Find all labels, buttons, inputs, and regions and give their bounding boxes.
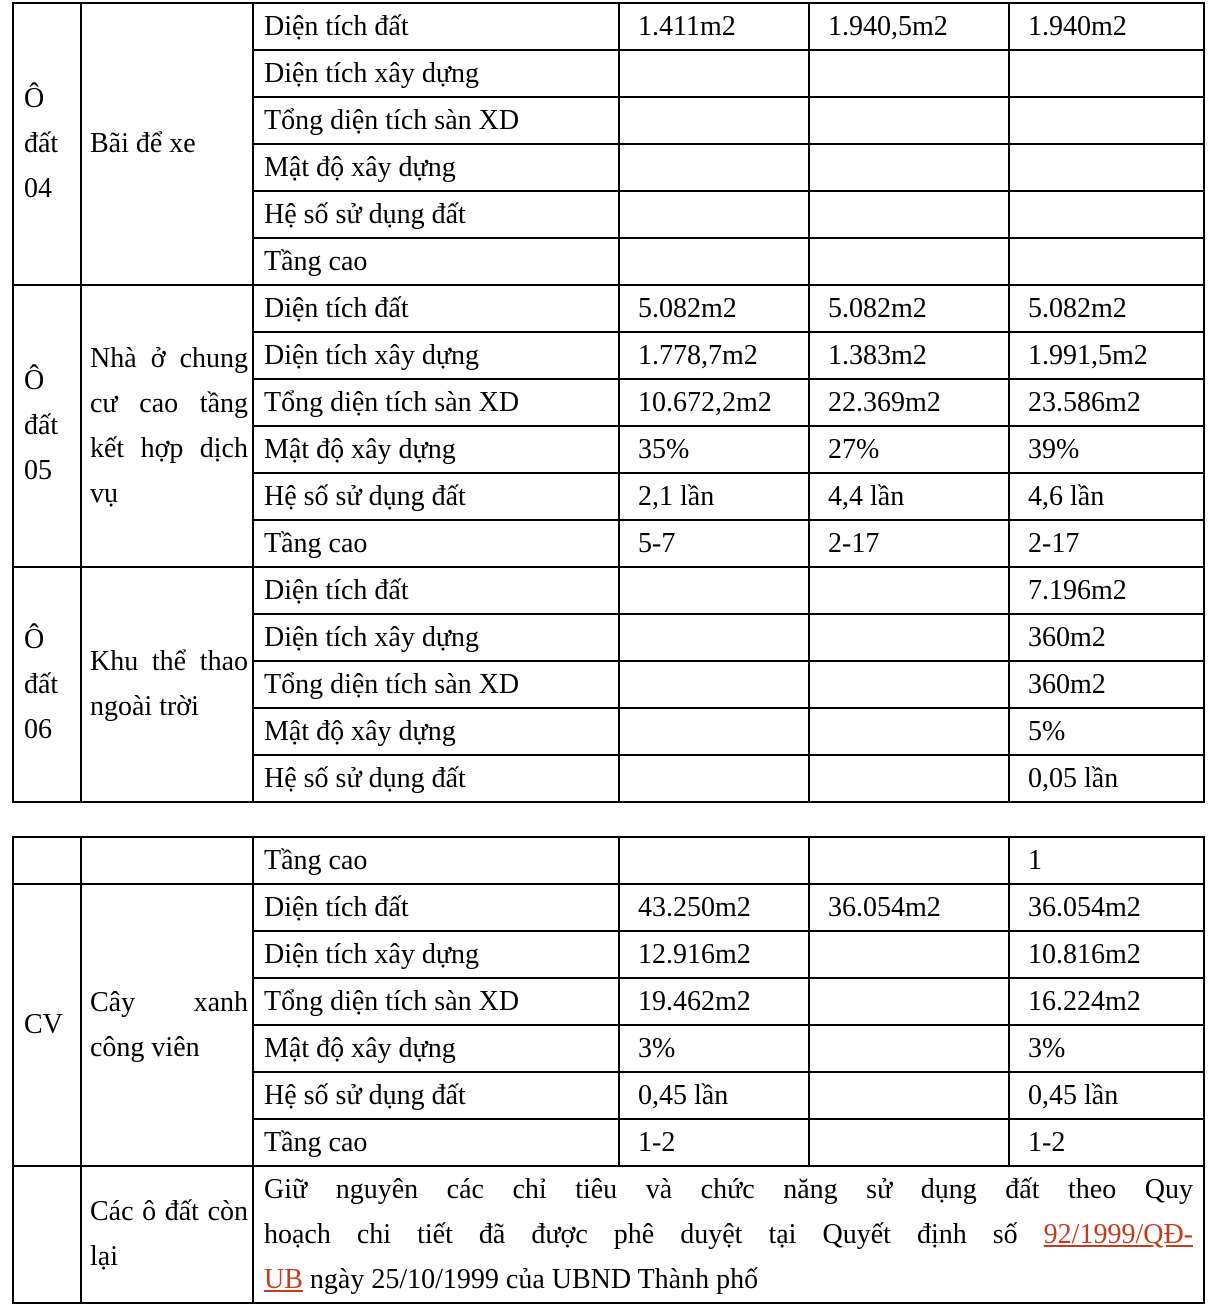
value-cell xyxy=(809,567,1009,614)
plot-code-cell: Ô đất 05 xyxy=(13,285,81,567)
value-cell: 12.916m2 xyxy=(619,931,809,978)
decision-link[interactable]: UB xyxy=(264,1264,303,1295)
value-cell: 23.586m2 xyxy=(1009,379,1204,426)
value-cell: 1.411m2 xyxy=(619,3,809,50)
note-text: ngày 25/10/1999 của UBND Thành phố xyxy=(302,1264,759,1295)
note-text: hoạch chi tiết đã được phê duyệt tại Quyết định số xyxy=(264,1219,1044,1250)
value-cell xyxy=(809,1119,1009,1166)
criterion-cell: Diện tích xây dựng xyxy=(253,332,619,379)
value-cell: 2-17 xyxy=(809,520,1009,567)
value-cell xyxy=(619,238,809,285)
value-cell: 1-2 xyxy=(619,1119,809,1166)
criterion-cell: Mật độ xây dựng xyxy=(253,708,619,755)
value-cell: 2-17 xyxy=(1009,520,1204,567)
value-cell: 1 xyxy=(1009,837,1204,884)
criterion-cell: Hệ số sử dụng đất xyxy=(253,191,619,238)
value-cell: 360m2 xyxy=(1009,661,1204,708)
plot-code-cell: Ô đất 04 xyxy=(13,3,81,285)
criterion-cell: Mật độ xây dựng xyxy=(253,1025,619,1072)
value-cell xyxy=(809,238,1009,285)
value-cell: 1.383m2 xyxy=(809,332,1009,379)
value-cell xyxy=(809,97,1009,144)
value-cell xyxy=(809,144,1009,191)
value-cell: 5.082m2 xyxy=(1009,285,1204,332)
value-cell xyxy=(809,1072,1009,1119)
value-cell xyxy=(809,661,1009,708)
value-cell xyxy=(809,755,1009,802)
value-cell: 4,4 lần xyxy=(809,473,1009,520)
value-cell: 5.082m2 xyxy=(809,285,1009,332)
value-cell: 360m2 xyxy=(1009,614,1204,661)
value-cell xyxy=(809,1025,1009,1072)
value-cell xyxy=(809,837,1009,884)
value-cell: 3% xyxy=(619,1025,809,1072)
value-cell: 22.369m2 xyxy=(809,379,1009,426)
value-cell: 7.196m2 xyxy=(1009,567,1204,614)
value-cell xyxy=(1009,97,1204,144)
planning-table-upper xyxy=(12,2,1205,803)
plot-function-cell: Bãi để xe xyxy=(81,3,253,285)
table-row xyxy=(13,884,1204,931)
value-cell: 5.082m2 xyxy=(619,285,809,332)
value-cell xyxy=(809,191,1009,238)
value-cell xyxy=(1009,50,1204,97)
decision-link[interactable]: 92/1999/QĐ- xyxy=(1043,1219,1193,1250)
value-cell: 10.672,2m2 xyxy=(619,379,809,426)
plot-function-cell: Các ô đất còn lại xyxy=(81,1166,253,1303)
criterion-cell: Mật độ xây dựng xyxy=(253,144,619,191)
value-cell xyxy=(1009,238,1204,285)
value-cell xyxy=(809,978,1009,1025)
value-cell: 1.940,5m2 xyxy=(809,3,1009,50)
criterion-cell: Tổng diện tích sàn XD xyxy=(253,97,619,144)
plot-code-cell xyxy=(13,1166,81,1303)
table-row xyxy=(13,837,1204,884)
criterion-cell: Tầng cao xyxy=(253,837,619,884)
value-cell: 1.991,5m2 xyxy=(1009,332,1204,379)
criterion-cell: Diện tích đất xyxy=(253,884,619,931)
note-line-1: Giữ nguyên các chỉ tiêu và chức năng sử dụng đất theo Quy xyxy=(264,1174,1193,1205)
criterion-cell: Tổng diện tích sàn XD xyxy=(253,661,619,708)
criterion-cell: Hệ số sử dụng đất xyxy=(253,755,619,802)
criterion-cell: Diện tích xây dựng xyxy=(253,50,619,97)
criterion-cell: Hệ số sử dụng đất xyxy=(253,1072,619,1119)
note-line-2 xyxy=(264,1212,1193,1257)
value-cell: 3% xyxy=(1009,1025,1204,1072)
value-cell xyxy=(619,191,809,238)
plot-function-cell: Cây xanh công viên xyxy=(81,884,253,1166)
value-cell xyxy=(619,567,809,614)
table-row xyxy=(13,567,1204,614)
value-cell: 5% xyxy=(1009,708,1204,755)
value-cell: 0,05 lần xyxy=(1009,755,1204,802)
note-cell xyxy=(253,1166,1204,1303)
value-cell: 0,45 lần xyxy=(619,1072,809,1119)
value-cell: 1-2 xyxy=(1009,1119,1204,1166)
table-row xyxy=(13,1166,1204,1303)
value-cell: 36.054m2 xyxy=(1009,884,1204,931)
value-cell xyxy=(619,614,809,661)
criterion-cell: Tầng cao xyxy=(253,520,619,567)
value-cell: 16.224m2 xyxy=(1009,978,1204,1025)
value-cell xyxy=(619,50,809,97)
value-cell xyxy=(809,708,1009,755)
plot-code-cell xyxy=(13,837,81,884)
value-cell xyxy=(1009,191,1204,238)
value-cell xyxy=(809,50,1009,97)
criterion-cell: Tổng diện tích sàn XD xyxy=(253,978,619,1025)
criterion-cell: Mật độ xây dựng xyxy=(253,426,619,473)
value-cell: 1.940m2 xyxy=(1009,3,1204,50)
value-cell: 43.250m2 xyxy=(619,884,809,931)
criterion-cell: Diện tích xây dựng xyxy=(253,614,619,661)
value-cell xyxy=(619,708,809,755)
criterion-cell: Diện tích đất xyxy=(253,567,619,614)
value-cell xyxy=(809,614,1009,661)
criterion-cell: Diện tích xây dựng xyxy=(253,931,619,978)
plot-function-cell: Khu thể thao ngoài trời xyxy=(81,567,253,802)
criterion-cell: Tầng cao xyxy=(253,238,619,285)
criterion-cell: Diện tích đất xyxy=(253,3,619,50)
value-cell: 39% xyxy=(1009,426,1204,473)
criterion-cell: Diện tích đất xyxy=(253,285,619,332)
value-cell xyxy=(619,661,809,708)
value-cell: 0,45 lần xyxy=(1009,1072,1204,1119)
value-cell xyxy=(619,144,809,191)
value-cell: 4,6 lần xyxy=(1009,473,1204,520)
value-cell xyxy=(1009,144,1204,191)
value-cell xyxy=(619,755,809,802)
value-cell: 35% xyxy=(619,426,809,473)
table-row xyxy=(13,285,1204,332)
value-cell: 19.462m2 xyxy=(619,978,809,1025)
criterion-cell: Tổng diện tích sàn XD xyxy=(253,379,619,426)
criterion-cell: Tầng cao xyxy=(253,1119,619,1166)
planning-table-lower xyxy=(12,836,1205,1304)
value-cell: 1.778,7m2 xyxy=(619,332,809,379)
value-cell: 10.816m2 xyxy=(1009,931,1204,978)
criterion-cell: Hệ số sử dụng đất xyxy=(253,473,619,520)
table-row xyxy=(13,3,1204,50)
plot-code-cell: CV xyxy=(13,884,81,1166)
plot-code-cell: Ô đất 06 xyxy=(13,567,81,802)
note-line-3 xyxy=(264,1257,1193,1302)
value-cell xyxy=(619,837,809,884)
value-cell: 27% xyxy=(809,426,1009,473)
plot-function-cell: Nhà ở chung cư cao tầng kết hợp dịch vụ xyxy=(81,285,253,567)
value-cell: 5-7 xyxy=(619,520,809,567)
value-cell xyxy=(619,97,809,144)
plot-function-cell xyxy=(81,837,253,884)
value-cell: 36.054m2 xyxy=(809,884,1009,931)
value-cell xyxy=(809,931,1009,978)
value-cell: 2,1 lần xyxy=(619,473,809,520)
